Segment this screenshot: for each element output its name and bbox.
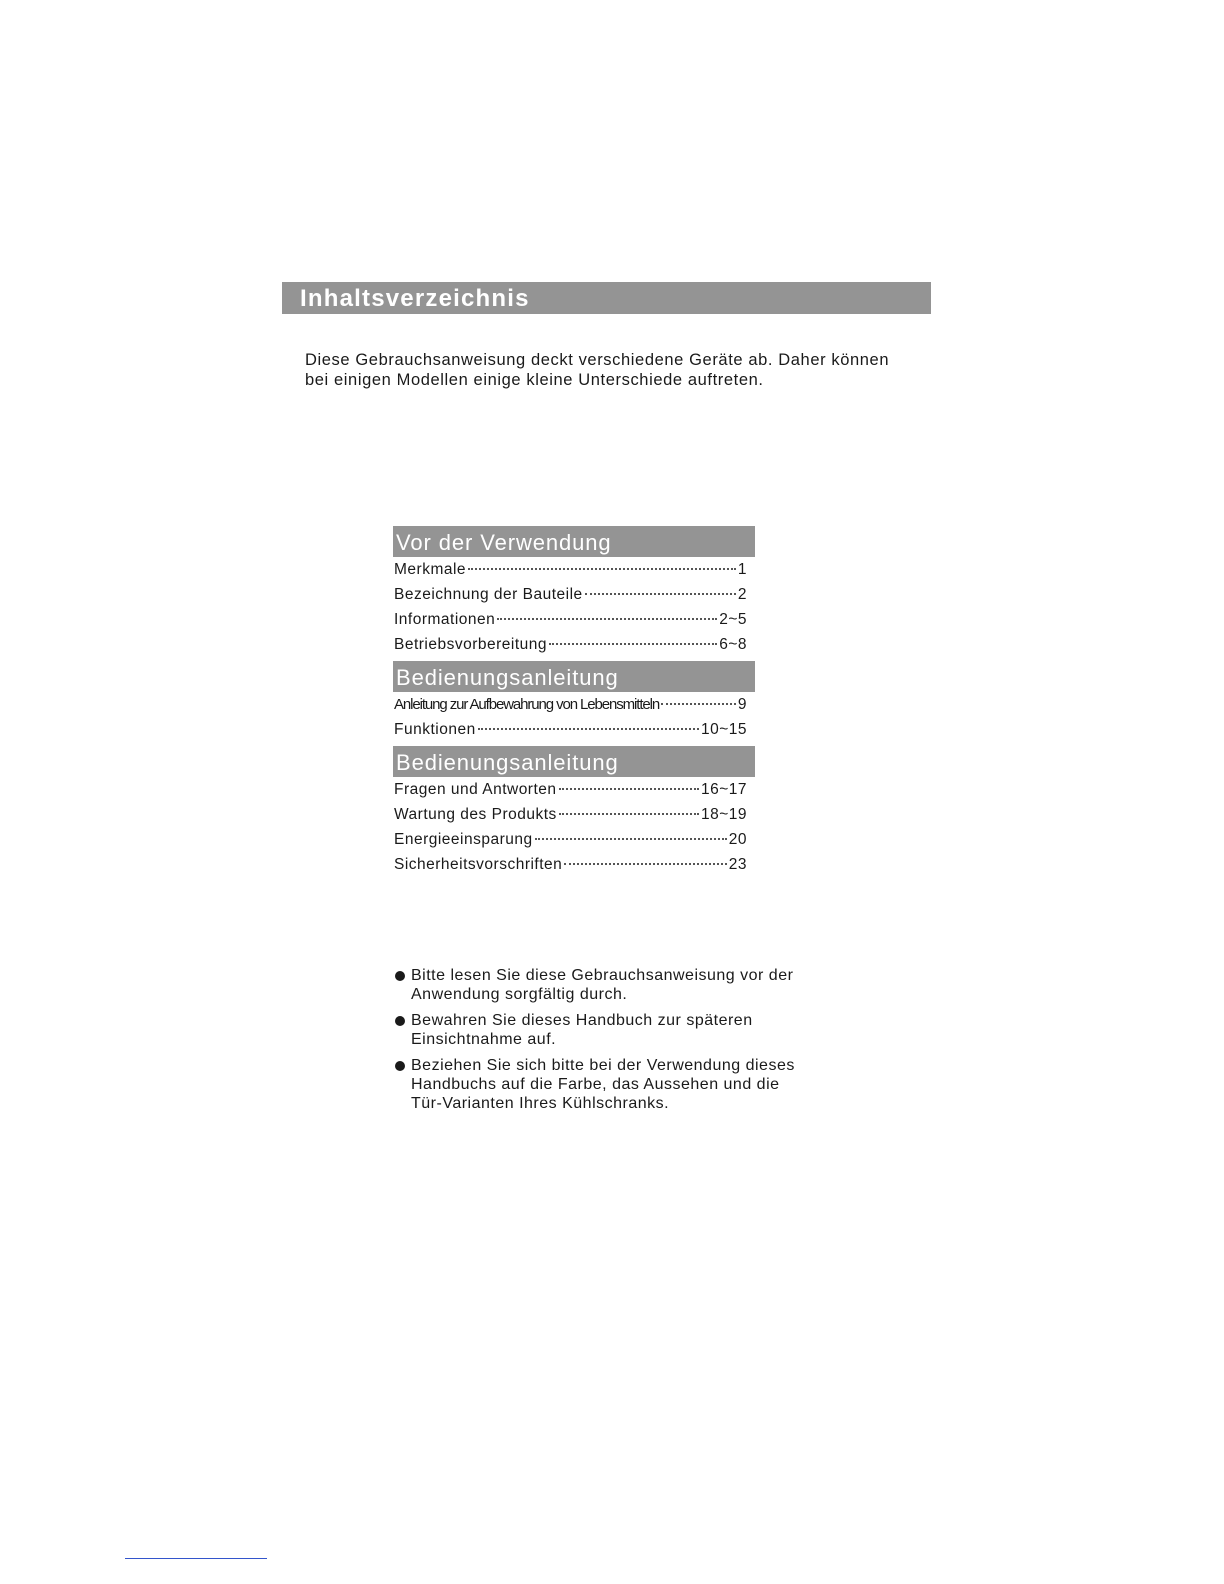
table-of-contents (393, 526, 755, 881)
toc-entry-label: Energieeinsparung (394, 831, 533, 848)
toc-entry-page: 1 (737, 561, 747, 578)
toc-entry-page: 20 (728, 831, 747, 848)
intro-line: Diese Gebrauchsanweisung deckt verschiedene Geräte ab. Daher können (305, 351, 890, 369)
toc-section-entries (393, 777, 755, 881)
note-line: Beziehen Sie sich bitte bei der Verwendung dieses (411, 1057, 795, 1074)
notes-list (395, 966, 855, 1120)
note-text (411, 1056, 855, 1113)
toc-entry[interactable] (393, 831, 747, 856)
toc-section-entries (393, 692, 755, 746)
note-line: Bewahren Sie dieses Handbuch zur späteren (411, 1012, 753, 1029)
toc-entry-page: 6~8 (719, 636, 747, 653)
toc-entry[interactable] (393, 806, 747, 831)
note-item (395, 1011, 855, 1049)
dot-leader (535, 838, 727, 840)
dot-leader (468, 568, 736, 570)
toc-entry[interactable] (393, 781, 747, 806)
dot-leader (585, 593, 736, 595)
footer-rule (125, 1558, 267, 1559)
dot-leader (497, 618, 717, 620)
note-item (395, 1056, 855, 1113)
note-line: Bitte lesen Sie diese Gebrauchsanweisung vor der (411, 967, 794, 984)
toc-entry-label: Anleitung zur Aufbewahrung von Lebensmitteln (394, 696, 660, 713)
note-item (395, 966, 855, 1004)
bullet-icon (395, 1011, 411, 1049)
toc-entry-page: 10~15 (700, 721, 747, 738)
toc-section-entries (393, 557, 755, 661)
toc-entry-page: 18~19 (700, 806, 747, 823)
toc-entry-page: 9 (737, 696, 747, 713)
toc-entry-label: Fragen und Antworten (394, 781, 557, 798)
toc-entry-label: Bezeichnung der Bauteile (394, 586, 583, 603)
toc-entry-label: Betriebsvorbereitung (394, 636, 548, 653)
note-text (411, 966, 855, 1004)
toc-entry-label: Sicherheitsvorschriften (394, 856, 563, 873)
toc-entry-label: Informationen (394, 611, 496, 628)
note-line: Einsichtnahme auf. (411, 1031, 557, 1048)
toc-entry[interactable] (393, 611, 747, 636)
toc-entry-label: Wartung des Produkts (394, 806, 557, 823)
dot-leader (559, 813, 699, 815)
note-line: Tür-Varianten Ihres Kühlschranks. (411, 1095, 670, 1112)
note-text (411, 1011, 855, 1049)
dot-leader (478, 728, 699, 730)
toc-section-heading: Bedienungsanleitung (393, 661, 755, 692)
toc-entry[interactable] (393, 561, 747, 586)
dot-leader (549, 643, 717, 645)
bullet-icon (395, 1056, 411, 1113)
intro-line: bei einigen Modellen einige kleine Unterschiede auftreten. (305, 371, 764, 389)
dot-leader (661, 703, 736, 705)
toc-entry-page: 2~5 (719, 611, 747, 628)
toc-entry[interactable] (393, 586, 747, 611)
toc-entry-page: 2 (737, 586, 747, 603)
toc-entry[interactable] (393, 721, 747, 746)
toc-entry-page: 23 (728, 856, 747, 873)
toc-entry[interactable] (393, 696, 747, 721)
note-line: Handbuchs auf die Farbe, das Aussehen und die (411, 1076, 780, 1093)
toc-entry-page: 16~17 (700, 781, 747, 798)
dot-leader (564, 863, 726, 865)
bullet-icon (395, 966, 411, 1004)
intro-paragraph (305, 350, 945, 390)
toc-section-heading: Bedienungsanleitung (393, 746, 755, 777)
toc-entry-label: Funktionen (394, 721, 476, 738)
note-line: Anwendung sorgfältig durch. (411, 986, 628, 1003)
toc-section-heading: Vor der Verwendung (393, 526, 755, 557)
dot-leader (559, 788, 699, 790)
toc-entry[interactable] (393, 636, 747, 661)
toc-entry-label: Merkmale (394, 561, 467, 578)
toc-entry[interactable] (393, 856, 747, 881)
page-title: Inhaltsverzeichnis (282, 282, 931, 314)
